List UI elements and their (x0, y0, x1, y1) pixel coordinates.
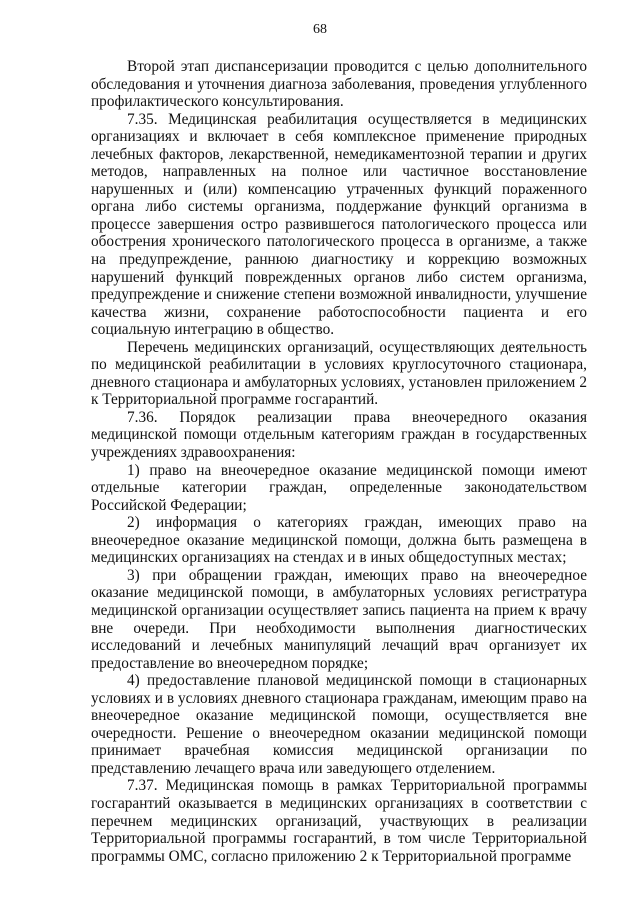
document-body (91, 58, 587, 865)
paragraph-second-stage: Второй этап диспансеризации проводится с целью дополнительного обследования и уточнения диагноза заболевания, проведения углубленного профилактического консультирования. (91, 58, 587, 111)
page-number: 68 (313, 22, 327, 37)
list-item-1: 1) право на внеочередное оказание медицинской помощи имеют отдельные категории граждан, определенные законодательством Российской Федерации; (91, 461, 587, 514)
paragraph-rehabilitation-list: Перечень медицинских организаций, осуществляющих деятельность по медицинской реабилитации в условиях круглосуточного стационара, дневного стационара и амбулаторных условиях, установлен приложением 2 к Территориальной программе госгарантий. (91, 338, 587, 409)
list-item-3: 3) при обращении граждан, имеющих право на внеочередное оказание медицинской помощи, в амбулаторных условиях регистратура медицинской организации осуществляет запись пациента на прием к врачу вне очереди. При необходимости выполнения диагностических исследований и лечебных манипуляций лечащий врач организует их предоставление во внеочередном порядке; (91, 566, 587, 672)
list-item-4: 4) предоставление плановой медицинской помощи в стационарных условиях и в условиях дневного стационара гражданам, имеющим право на внеочередное оказание медицинской помощи, осуществляется вне очередности. Решение о внеочередном оказании медицинской помощи принимает врачебная комиссия медицинской организации по представлению лечащего врача или заведующего отделением. (91, 672, 587, 777)
paragraph-7-36-priority-order: 7.36. Порядок реализации права внеочередного оказания медицинской помощи отдельным категориям граждан в государственных учреждениях здравоохранения: (91, 408, 587, 462)
list-item-2: 2) информация о категориях граждан, имеющих право на внеочередное оказание медицинской помощи, должна быть размещена в медицинских организациях на стендах и в иных общедоступных местах; (91, 514, 587, 567)
paragraph-7-35-rehabilitation: 7.35. Медицинская реабилитация осуществляется в медицинских организациях и включает в себя комплексное применение природных лечебных факторов, лекарственной, немедикаментозной терапии и других методов, направленных на полное или частичное восстановление нарушенных и (или) компенсацию утраченных функций пораженного органа либо системы организма, поддержание функций организма в процессе завершения остро развившегося патологического процесса или обострения хронического патологического процесса в организме, а также на предупреждение, раннюю диагностику и коррекцию возможных нарушений функций поврежденных органов либо систем организма, предупреждение и снижение степени возможной инвалидности, улучшение качества жизни, сохранение работоспособности пациента и его социальную интеграцию в общество. (91, 110, 587, 339)
paragraph-7-37-medical-care: 7.37. Медицинская помощь в рамках Территориальной программы госгарантий оказывается в медицинских организациях в соответствии с перечнем медицинских организаций, участвующих в реализации Территориальной программы госгарантий, в том числе Территориальной программы ОМС, согласно приложению 2 к Территориальной программе (91, 777, 587, 865)
